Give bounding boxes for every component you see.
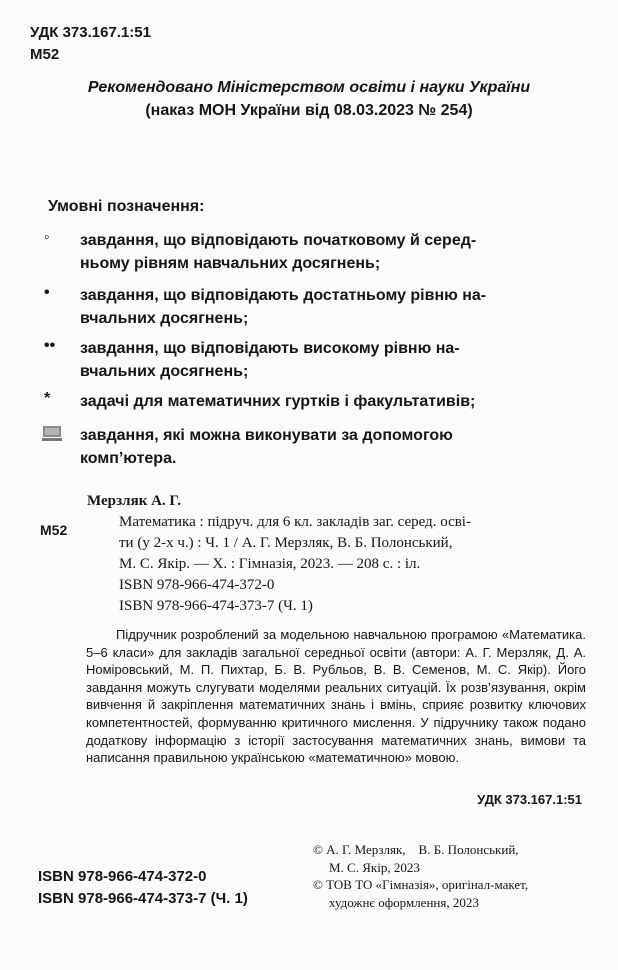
legend-item-computer [44,424,592,470]
udk-code: УДК 373.167.1:51 [30,24,151,41]
udk-header [30,22,151,66]
legend-item-basic [44,229,592,275]
asterisk-icon: * [44,390,51,407]
copyright-line-4: художнє оформлення, 2023 [329,894,479,910]
legend-text: завдання, що відповідають достатньому рівню на- [80,287,487,304]
bibliography-isbn-2: ISBN 978-966-474-373-7 (Ч. 1) [119,598,313,614]
bibliography-isbn-1: ISBN 978-966-474-372-0 [119,577,275,593]
isbn-footer [38,866,248,910]
recommendation-line-2: (наказ МОН України від 08.03.2023 № 254) [145,102,473,119]
legend-text: комп’ютера. [80,450,177,467]
bibliography-record [87,491,584,617]
recommendation-line-1: Рекомендовано Міністерством освіти і науки України [87,79,531,96]
legend-text: завдання, які можна виконувати за допомогою [80,427,453,444]
recommendation [0,76,618,122]
legend-item-circles [44,390,592,413]
legend-text: вчальних досягнень; [80,310,249,327]
udk-footer: УДК 373.167.1:51 [477,792,582,807]
legend-text: задачі для математичних гуртків і факультативів; [80,393,476,410]
bibliography-desc-2: ти (у 2-х ч.) : Ч. 1 / А. Г. Мерзляк, В. Б. Полонський, [119,535,453,551]
legend-item-sufficient [44,284,592,330]
legend-item-high [44,337,592,383]
legend-text: завдання, що відповідають початковому й серед- [80,232,477,249]
dot-icon: • [44,284,50,301]
copyright-line-1: © А. Г. Мерзляк, В. Б. Полонський, [313,842,519,857]
bibliography-index: М52 [40,522,68,538]
open-circle-icon: ◦ [44,229,50,246]
legend-text: ньому рівням навчальних досягнень; [80,255,381,272]
isbn-line-2: ISBN 978-966-474-373-7 (Ч. 1) [38,890,248,907]
bibliography-author: Мерзляк А. Г. [87,493,182,509]
isbn-line-1: ISBN 978-966-474-372-0 [38,868,207,885]
bibliography-desc-3: М. С. Якір. — Х. : Гімназія, 2023. — 208 с. : іл. [119,556,421,572]
copyright-line-2: М. С. Якір, 2023 [329,859,420,875]
catalog-index: М52 [30,46,60,63]
bibliography-desc-1: Математика : підруч. для 6 кл. закладів заг. серед. осві- [119,514,471,530]
legend-text: вчальних досягнень; [80,363,249,380]
abstract: Підручник розроблений за модельною навчальною програмою «Математика. 5–6 класи» для закладів загальної середньої освіти (автори: А. Г. Мерзляк, Д. А. Номіровський, М. П. Пихтар, Б. В. Рубльов, В. В. Семенов, М. С. Якір). Його завдання можуть слугувати моделями реальних ситуацій. Їх розв’язування, окрім вивчення й закріплення математичних знань і вмінь, сприяє розвитку ключових компетентностей, формуванню критичного мислення. У підручнику також подано додаткову інформацію з історії застосування математичних знань, вимови та написання правильною українською «математичною» мовою. [86,627,586,766]
legend-text: завдання, що відповідають високому рівню на- [80,340,460,357]
copyright-line-3: © ТОВ ТО «Гімназія», оригінал-макет, [313,877,529,892]
copyright [313,841,587,911]
double-dot-icon: •• [44,337,56,354]
legend-title: Умовні позначення: [48,198,205,215]
